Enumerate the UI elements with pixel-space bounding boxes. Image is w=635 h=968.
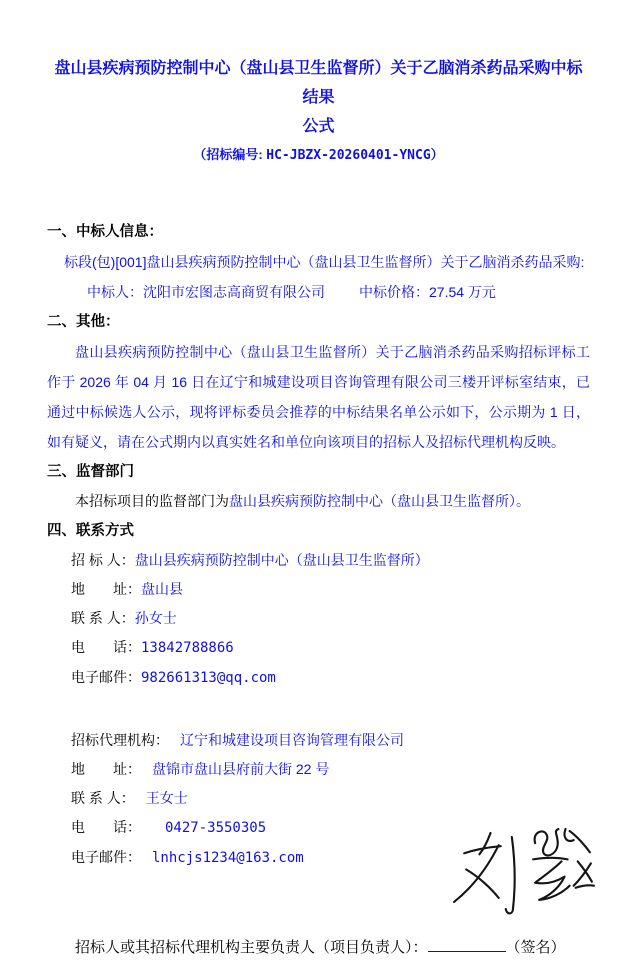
contact-row-agency-address: [47, 755, 590, 784]
agency-name-label: 招标代理机构：: [71, 732, 169, 748]
signature-line-label: 招标人或其招标代理机构主要负责人（项目负责人）：: [75, 939, 428, 956]
section-2-paragraph: 盘山县疾病预防控制中心（盘山县卫生监督所）关于乙脑消杀药品采购招标评标工作于 2026 年 04 月 16 日在辽宁和城建设项目咨询管理有限公司三楼开评标室结束，已通过中标候选人公示，现将评标委员会推荐的中标结果名单公示如下，公示期为 1 日，如有疑义，请在公式期内以真实姓名和单位向该项目的招标人及招标代理机构反映。: [47, 344, 590, 450]
tenderer-address-label: 地 址：: [71, 581, 141, 597]
signature-suffix: （签名）: [505, 939, 566, 956]
title-line-1: 盘山县疾病预防控制中心（盘山县卫生监督所）关于乙脑消杀药品采购中标结果: [54, 60, 583, 106]
section-4-heading: 四、联系方式: [47, 523, 134, 539]
signature-blank-underline: [428, 938, 506, 952]
tenderer-contact-block: [47, 546, 590, 693]
winner-label: 中标人：: [87, 284, 143, 300]
tenderer-email-label: 电子邮件：: [71, 669, 141, 685]
agency-phone-value: 0427-3550305: [165, 820, 267, 836]
supervision-text-blue: 盘山县疾病预防控制中心（盘山县卫生监督所）。: [229, 493, 530, 509]
tenderer-name-label: 招 标 人：: [71, 552, 135, 568]
contact-row-tenderer-address: [47, 575, 590, 604]
tenderer-phone-value: 13842788866: [141, 640, 234, 656]
contact-row-tenderer-email: [47, 663, 590, 693]
handwritten-signature-icon: [448, 820, 600, 918]
agency-address-value: 盘锦市盘山县府前大街 22 号: [152, 761, 330, 777]
agency-email-label: 电子邮件：: [71, 849, 141, 865]
bid-number-suffix: ）: [430, 147, 444, 162]
agency-name-value: 辽宁和城建设项目咨询管理有限公司: [180, 732, 404, 748]
winner-value: 沈阳市宏图志高商贸有限公司: [143, 284, 325, 300]
agency-phone-label: 电 话：: [71, 819, 141, 835]
section-1-heading: 一、中标人信息：: [47, 224, 163, 240]
supervision-line: [47, 487, 590, 516]
agency-person-label: 联 系 人：: [71, 790, 135, 806]
bid-number-prefix: （招标编号:: [193, 147, 267, 162]
lot-info-line: 标段(包)[001]盘山县疾病预防控制中心（盘山县卫生监督所）关于乙脑消杀药品采购:: [64, 254, 585, 270]
section-2-heading: 二、其他：: [47, 314, 120, 330]
agency-person-value: 王女士: [145, 790, 188, 806]
tenderer-person-value: 孙女士: [134, 610, 177, 626]
title-line-2: 公式: [302, 118, 335, 135]
agency-email-value: lnhcjs1234@163.com: [152, 850, 304, 866]
contact-row-agency-name: [47, 726, 590, 755]
supervision-text-black: 本招标项目的监督部门为: [75, 493, 229, 509]
page-title: [47, 54, 590, 141]
bid-number-code: HC-JBZX-20260401-YNCG: [266, 148, 431, 163]
section-3-heading: 三、监督部门: [47, 464, 134, 480]
tenderer-phone-label: 电 话：: [71, 639, 141, 655]
contact-row-agency-contact-person: [47, 784, 590, 813]
contact-row-tenderer-phone: [47, 633, 590, 663]
price-label: 中标价格：: [359, 284, 429, 300]
contact-row-tenderer-contact-person: [47, 604, 590, 633]
tenderer-person-label: 联 系 人：: [71, 610, 135, 626]
agency-address-label: 地 址：: [71, 761, 141, 777]
award-line: [47, 277, 590, 307]
bid-number-line: [47, 141, 590, 169]
tenderer-name-value: 盘山县疾病预防控制中心（盘山县卫生监督所）: [134, 552, 429, 568]
signature-line: [47, 933, 590, 963]
price-value: 27.54 万元: [429, 284, 496, 300]
tenderer-address-value: 盘山县: [141, 581, 183, 597]
tenderer-email-value: 982661313@qq.com: [141, 670, 276, 686]
contact-row-tenderer-name: [47, 546, 590, 575]
